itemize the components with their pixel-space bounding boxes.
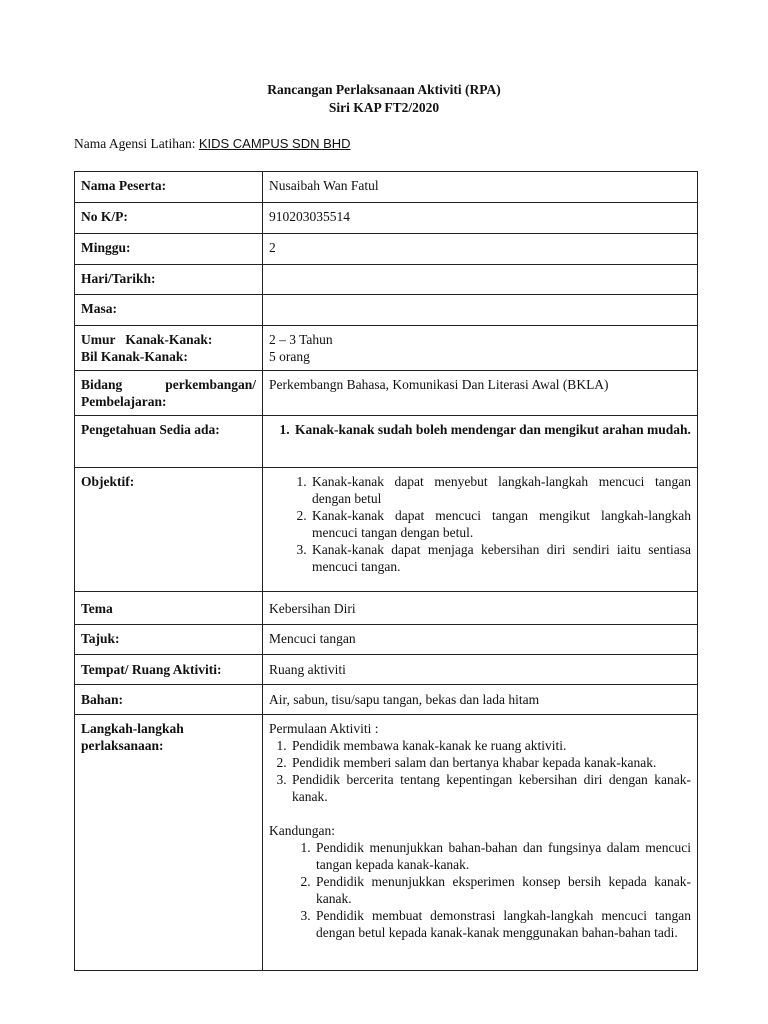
activity-plan-table <box>74 171 698 971</box>
list-item: 3. Kanak-kanak dapat menjaga kebersihan diri sendiri iaitu sentiasa mencuci tangan. <box>310 541 691 575</box>
list-item: 1. Kanak-kanak dapat menyebut langkah-langkah mencuci tangan dengan betul <box>310 473 691 507</box>
table-row <box>75 592 698 625</box>
kandungan-list <box>269 839 691 941</box>
row-label: Masa: <box>75 295 263 326</box>
umur-value: 2 – 3 Tahun <box>269 332 333 347</box>
agency-label: Nama Agensi Latihan: <box>74 136 196 151</box>
row-label <box>75 326 263 371</box>
list-item: 2. Pendidik menunjukkan eksperimen konsep bersih kepada kanak-kanak. <box>314 873 691 907</box>
row-value: Mencuci tangan <box>263 625 698 655</box>
row-label: Bahan: <box>75 685 263 715</box>
spacer <box>269 805 691 822</box>
table-row <box>75 468 698 592</box>
row-value: 2 <box>263 234 698 265</box>
row-value: Nusaibah Wan Fatul <box>263 172 698 203</box>
row-label <box>75 371 263 416</box>
row-value <box>263 715 698 971</box>
row-label: Objektif: <box>75 468 263 592</box>
table-row <box>75 172 698 203</box>
row-label: Langkah-langkah perlaksanaan: <box>75 715 263 971</box>
table-row <box>75 371 698 416</box>
agency-value: KIDS CAMPUS SDN BHD <box>198 136 351 151</box>
table-row <box>75 295 698 326</box>
row-label: Pengetahuan Sedia ada: <box>75 416 263 468</box>
table-row <box>75 625 698 655</box>
table-row <box>75 234 698 265</box>
row-value: Air, sabun, tisu/sapu tangan, bekas dan lada hitam <box>263 685 698 715</box>
row-value <box>263 416 698 468</box>
document-subtitle: Siri KAP FT2/2020 <box>328 100 440 115</box>
pengetahuan-list <box>269 421 691 438</box>
row-value <box>263 326 698 371</box>
kandungan-title: Kandungan: <box>269 823 335 838</box>
list-item: 1. Kanak-kanak sudah boleh mendengar dan mengikut arahan mudah. <box>293 421 691 438</box>
row-label: Minggu: <box>75 234 263 265</box>
umur-label: Umur Kanak-Kanak: <box>81 332 213 347</box>
row-label: Tema <box>75 592 263 625</box>
row-label: Tempat/ Ruang Aktiviti: <box>75 655 263 685</box>
table-row <box>75 685 698 715</box>
row-value: Kebersihan Diri <box>263 592 698 625</box>
row-value: Perkembangn Bahasa, Komunikasi Dan Literasi Awal (BKLA) <box>263 371 698 416</box>
list-item: 1. Pendidik membawa kanak-kanak ke ruang aktiviti. <box>290 737 691 754</box>
row-label: Tajuk: <box>75 625 263 655</box>
table-row <box>75 715 698 971</box>
list-item: 2. Kanak-kanak dapat mencuci tangan mengikut langkah-langkah mencuci tangan dengan betul. <box>310 507 691 541</box>
table-row <box>75 655 698 685</box>
table-row <box>75 416 698 468</box>
list-item: 1. Pendidik menunjukkan bahan-bahan dan fungsinya dalam mencuci tangan kepada kanak-kanak. <box>314 839 691 873</box>
objektif-list <box>269 473 691 575</box>
row-value: Ruang aktiviti <box>263 655 698 685</box>
permulaan-list <box>269 737 691 805</box>
table-row <box>75 326 698 371</box>
row-label: Nama Peserta: <box>75 172 263 203</box>
row-value <box>263 295 698 326</box>
row-label: Hari/Tarikh: <box>75 265 263 295</box>
row-value <box>263 265 698 295</box>
list-item: 3. Pendidik bercerita tentang kepentingan kebersihan diri dengan kanak-kanak. <box>290 771 691 805</box>
bidang-label: Bidang perkembangan/ Pembelajaran: <box>81 377 260 409</box>
permulaan-title: Permulaan Aktiviti : <box>269 721 379 736</box>
bil-label: Bil Kanak-Kanak: <box>81 349 188 364</box>
document-title: Rancangan Perlaksanaan Aktiviti (RPA) <box>267 82 501 97</box>
list-item: 3. Pendidik membuat demonstrasi langkah-langkah mencuci tangan dengan betul kepada kanak-kanak menggunakan bahan-bahan tadi. <box>314 907 691 941</box>
table-row <box>75 203 698 234</box>
row-value <box>263 468 698 592</box>
row-value: 910203035514 <box>263 203 698 234</box>
agency-line <box>74 136 351 152</box>
bil-value: 5 orang <box>269 349 310 364</box>
row-label: No K/P: <box>75 203 263 234</box>
list-item: 2. Pendidik memberi salam dan bertanya khabar kepada kanak-kanak. <box>290 754 691 771</box>
table-row <box>75 265 698 295</box>
